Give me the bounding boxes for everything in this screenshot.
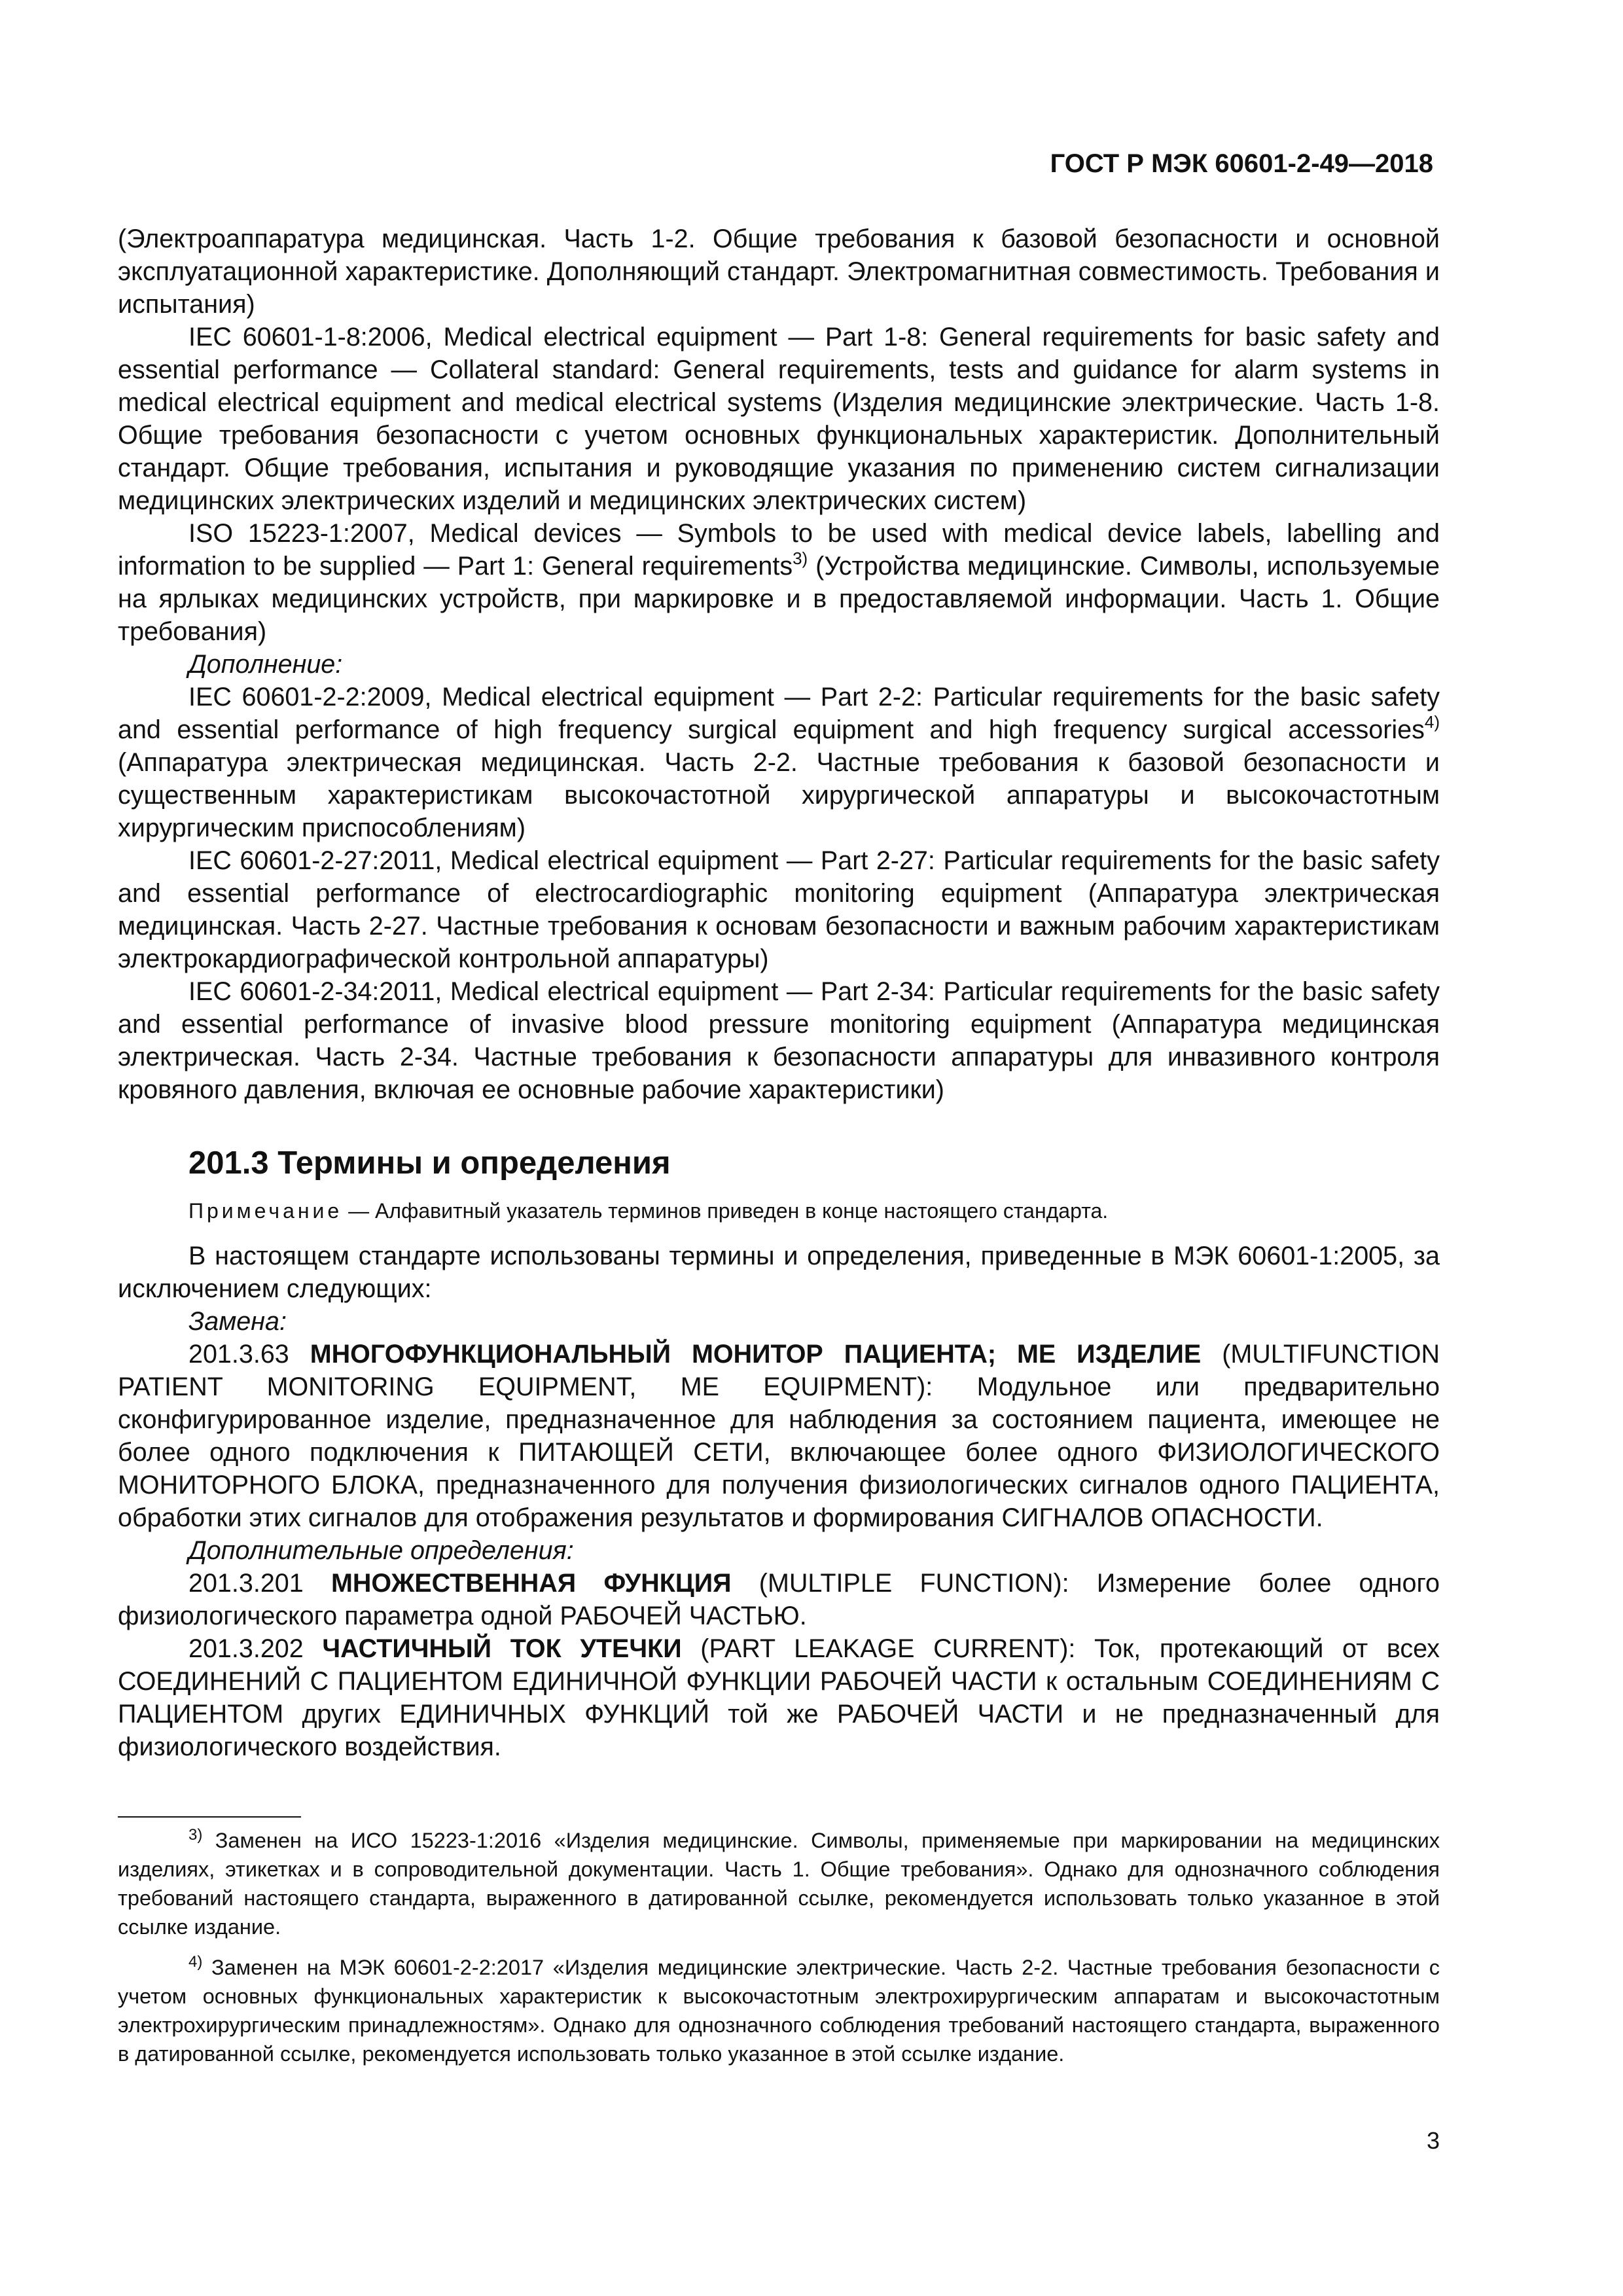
section-heading: 201.3 Термины и определения bbox=[188, 1145, 671, 1181]
reference-text: IEC 60601-2-2:2009, Medical electrical equipment — Part 2-2: Particular requirements for the basic safety and essential performance of high frequency surgical equipment and high frequency surgical accessories bbox=[118, 683, 1440, 744]
reference-paragraph: (Электроаппаратура медицинская. Часть 1-2. Общие требования к базовой безопасности и основной эксплуатационной характеристике. Дополняющий стандарт. Электромагнитная совместимость. Требования и испытания) bbox=[118, 224, 1440, 319]
term-number: 201.3.63 bbox=[188, 1340, 310, 1369]
extra-definitions-label: Дополнительные определения: bbox=[188, 1536, 574, 1565]
term-number: 201.3.201 bbox=[188, 1569, 331, 1598]
term-text: (MULTIPLE FUNCTION): Измерение более одного физиологического параметра одной РАБОЧЕЙ ЧАСТЬЮ. bbox=[118, 1569, 1440, 1630]
footnote-item bbox=[118, 1826, 1440, 1941]
term-number: 201.3.202 bbox=[188, 1634, 323, 1663]
reference-text: (Устройства медицинские. Символы, используемые на ярлыках медицинских устройств, при маркировке и в предоставляемой информации. Часть 1. Общие требования) bbox=[118, 552, 1440, 646]
footnotes bbox=[118, 1826, 1440, 2080]
reference-paragraph: IEC 60601-2-27:2011, Medical electrical equipment — Part 2-27: Particular requirements for the basic safety and essential performance of electrocardiographic monitoring equipment (Аппаратура электрическая медицинская. Часть 2-27. Частные требования к основам безопасности и важным рабочим характеристикам электрокардиографической контрольной аппаратуры) bbox=[118, 846, 1440, 973]
term-text: (MULTIFUNCTION PATIENT MONITORING EQUIPMENT, ME EQUIPMENT): Модульное или предварительно сконфигурированное изделие, предназначенное для наблюдения за состоянием пациента, имеющее не более одного подключения к ПИТАЮЩЕЙ СЕТИ, включающее более одного ФИЗИОЛОГИЧЕСКОГО МОНИТОРНОГО БЛОКА, предназначенного для получения физиологических сигналов одного ПАЦИЕНТА, обработки этих сигналов для отображения результатов и формирования СИГНАЛОВ ОПАСНОСТИ. bbox=[118, 1340, 1440, 1532]
note-label: Примечание bbox=[188, 1199, 343, 1223]
footnote-text: Заменен на ИСО 15223-1:2016 «Изделия медицинские. Символы, применяемые при маркировании на медицинских изделиях, этикетках и в сопроводительной документации. Часть 1. Общие требования». Однако для однозначного соблюдения требований настоящего стандарта, выраженного в датированной ссылке, рекомендуется использовать только указанное в этой ссылке издание. bbox=[118, 1829, 1440, 1939]
term-definition bbox=[118, 1567, 1440, 1632]
footnote-mark: 3) bbox=[188, 1826, 203, 1844]
page-number: 3 bbox=[1426, 2127, 1440, 2154]
replace-label: Замена: bbox=[188, 1307, 287, 1336]
document-code-header: ГОСТ Р МЭК 60601-2-49—2018 bbox=[1050, 149, 1433, 178]
reference-paragraph bbox=[118, 517, 1440, 648]
intro-paragraph: В настоящем стандарте использованы термины и определения, приведенные в МЭК 60601-1:2005, за исключением следующих: bbox=[118, 1242, 1440, 1303]
section-note bbox=[188, 1196, 1440, 1225]
term-definition bbox=[118, 1632, 1440, 1763]
term-text: (PART LEAKAGE CURRENT): Ток, протекающий от всех СОЕДИНЕНИЙ С ПАЦИЕНТОМ ЕДИНИЧНОЙ ФУНКЦИИ РАБОЧЕЙ ЧАСТИ к остальным СОЕДИНЕНИЯМ С ПАЦИЕНТОМ других ЕДИНИЧНЫХ ФУНКЦИЙ той же РАБОЧЕЙ ЧАСТИ и не предназначенный для физиологического воздействия. bbox=[118, 1634, 1440, 1761]
note-text: — Алфавитный указатель терминов приведен в конце настоящего стандарта. bbox=[342, 1199, 1109, 1223]
term-name: ЧАСТИЧНЫЙ ТОК УТЕЧКИ bbox=[322, 1634, 682, 1663]
reference-text: ISO 15223-1:2007, Medical devices — Symbols to be used with medical device labels, labelling and information to be supplied — Part 1: General requirements bbox=[118, 519, 1440, 581]
footnote-ref[interactable]: 3) bbox=[793, 548, 808, 568]
addition-label: Дополнение: bbox=[188, 650, 343, 679]
term-name: МНОЖЕСТВЕННАЯ ФУНКЦИЯ bbox=[331, 1569, 732, 1598]
term-definition bbox=[118, 1338, 1440, 1534]
reference-paragraph bbox=[118, 681, 1440, 844]
reference-text: (Аппаратура электрическая медицинская. Часть 2-2. Частные требования к базовой безопасности и существенным характеристикам высокочастотной хирургической аппаратуры и высокочастотным хирургическим приспособлениям) bbox=[118, 748, 1440, 842]
term-name: МНОГОФУНКЦИОНАЛЬНЫЙ МОНИТОР ПАЦИЕНТА; МЕ ИЗДЕЛИЕ bbox=[310, 1340, 1202, 1369]
footnote-ref[interactable]: 4) bbox=[1424, 712, 1440, 732]
footnote-text: Заменен на МЭК 60601-2-2:2017 «Изделия медицинские электрические. Часть 2-2. Частные требования безопасности с учетом основных функциональных характеристик к высокочастотным электрохирургическим аппаратам и высокочастотным электрохирургическим принадлежностям». Однако для однозначного соблюдения требований настоящего стандарта, выраженного в датированной ссылке, рекомендуется использовать только указанное в этой ссылке издание. bbox=[118, 1956, 1440, 2066]
main-content bbox=[118, 223, 1440, 1763]
footnote-item bbox=[118, 1953, 1440, 2068]
reference-paragraph: IEC 60601-2-34:2011, Medical electrical equipment — Part 2-34: Particular requirements for the basic safety and essential performance of invasive blood pressure monitoring equipment (Аппаратура медицинская электрическая. Часть 2-34. Частные требования к безопасности аппаратуры для инвазивного контроля кровяного давления, включая ее основные рабочие характеристики) bbox=[118, 977, 1440, 1104]
footnote-divider bbox=[118, 1816, 301, 1818]
footnote-mark: 4) bbox=[188, 1953, 203, 1971]
reference-paragraph: IEC 60601-1-8:2006, Medical electrical equipment — Part 1-8: General requirements for basic safety and essential performance — Collateral standard: General requirements, tests and guidance for alarm systems in medical electrical equipment and medical electrical systems (Изделия медицинские электрические. Часть 1-8. Общие требования безопасности с учетом основных функциональных характеристик. Дополнительный стандарт. Общие требования, испытания и руководящие указания по применению систем сигнализации медицинских электрических изделий и медицинских электрических систем) bbox=[118, 323, 1440, 515]
